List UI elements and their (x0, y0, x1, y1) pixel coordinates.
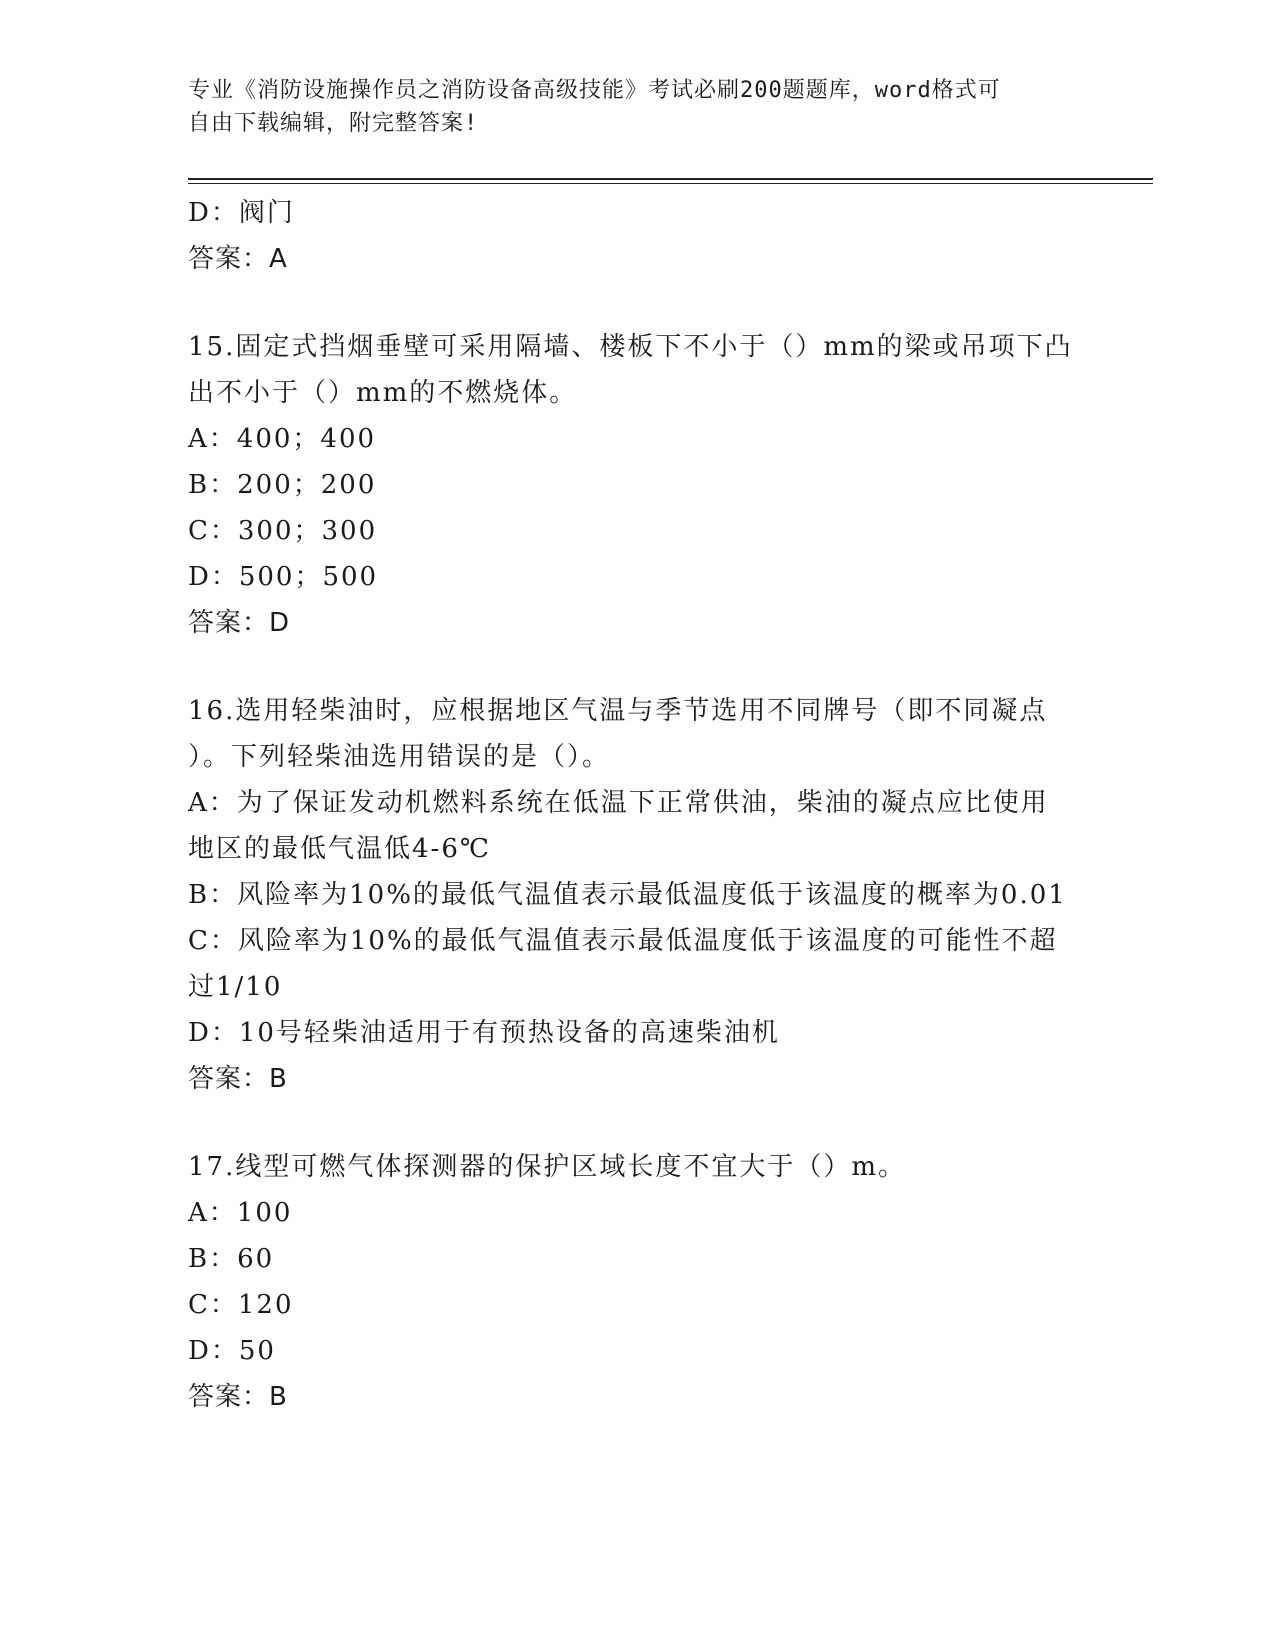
question-stem-line: ）。下列轻柴油选用错误的是（）。 (188, 742, 611, 772)
question-stem-line: 16.选用轻柴油时，应根据地区气温与季节选用不同牌号（即不同凝点 (188, 696, 1048, 726)
option-b: B：60 (188, 1244, 275, 1274)
answer-line: 答案：B (188, 1064, 288, 1094)
question-14-tail (188, 190, 1088, 282)
header-line-2: 自由下载编辑，附完整答案! (188, 111, 479, 136)
option-d: D：阀门 (188, 198, 295, 228)
header-rule-thick (188, 178, 1153, 180)
question-list (188, 190, 1088, 1420)
option-b: B：风险率为10%的最低气温值表示最低温度低于该温度的概率为0.01 (188, 880, 1067, 910)
question-17 (188, 1144, 1088, 1420)
option-a: A：400；400 (188, 424, 377, 454)
option-d: D：50 (188, 1336, 276, 1366)
answer-line: 答案：A (188, 244, 288, 274)
option-a-continued: 地区的最低气温低4-6℃ (188, 834, 491, 864)
option-a: A：为了保证发动机燃料系统在低温下正常供油，柴油的凝点应比使用 (188, 788, 1049, 818)
question-stem-line: 17.线型可燃气体探测器的保护区域长度不宜大于（）m。 (188, 1152, 907, 1182)
option-b: B：200；200 (188, 470, 377, 500)
option-c-continued: 过1/10 (188, 972, 283, 1002)
option-d: D：10号轻柴油适用于有预热设备的高速柴油机 (188, 1018, 780, 1048)
question-stem-line: 15.固定式挡烟垂壁可采用隔墙、楼板下不小于（）mm的梁或吊项下凸 (188, 332, 1073, 362)
document-header (188, 74, 1068, 140)
question-15 (188, 324, 1088, 646)
option-c: C：300；300 (188, 516, 378, 546)
header-line-1: 专业《消防设施操作员之消防设备高级技能》考试必刷200题题库，word格式可 (188, 78, 1001, 103)
option-c: C：风险率为10%的最低气温值表示最低温度低于该温度的可能性不超 (188, 926, 1058, 956)
header-rule-thin (188, 183, 1153, 184)
option-d: D：500；500 (188, 562, 379, 592)
question-stem-line: 出不小于（）mm的不燃烧体。 (188, 378, 578, 408)
option-c: C：120 (188, 1290, 294, 1320)
answer-line: 答案：B (188, 1382, 288, 1412)
question-16 (188, 688, 1088, 1102)
answer-line: 答案：D (188, 608, 291, 638)
option-a: A：100 (188, 1198, 293, 1228)
